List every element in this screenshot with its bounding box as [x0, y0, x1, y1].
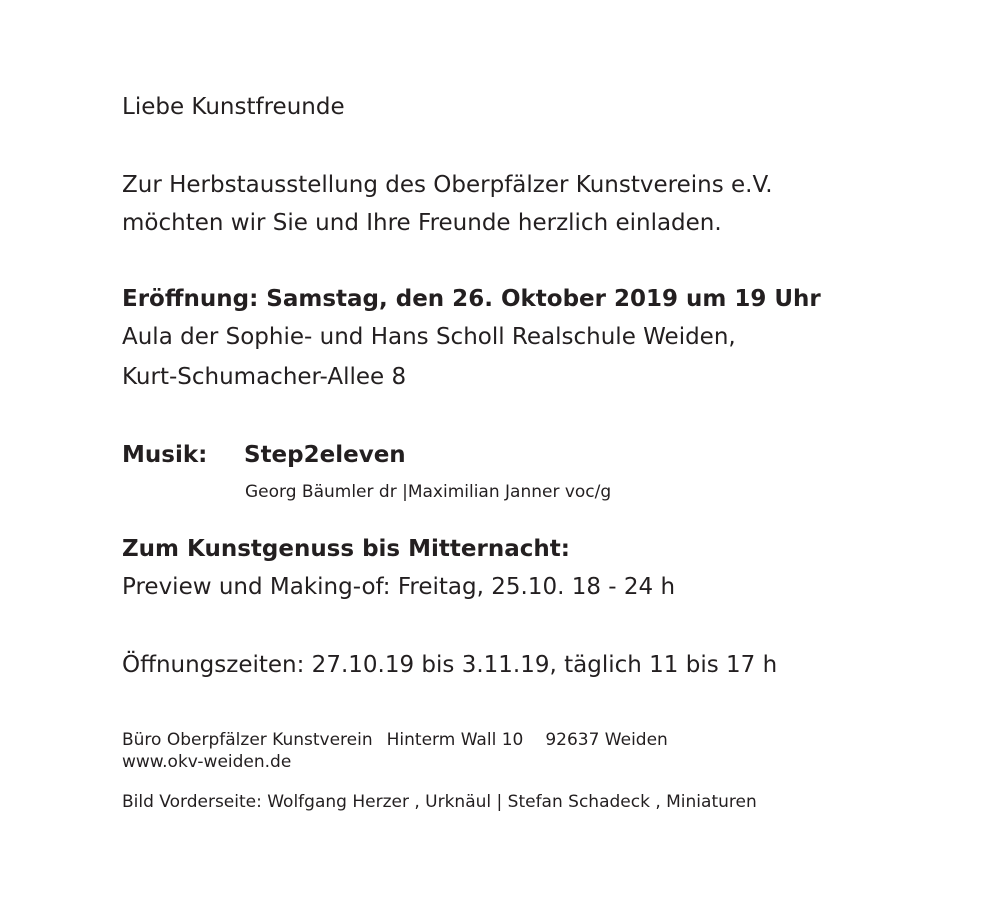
intro-line-1: Zur Herbstausstellung des Oberpfälzer Kunstvereins e.V. — [122, 172, 773, 198]
intro-line-2: möchten wir Sie und Ihre Freunde herzlich einladen. — [122, 210, 722, 236]
office-address: Hinterm Wall 10 — [386, 730, 524, 750]
opening-hours: Öffnungszeiten: 27.10.19 bis 3.11.19, täglich 11 bis 17 h — [122, 652, 778, 678]
office-name: Büro Oberpfälzer Kunstverein — [122, 730, 373, 750]
office-line — [122, 730, 668, 750]
music-label: Musik: — [122, 442, 208, 468]
greeting: Liebe Kunstfreunde — [122, 94, 345, 120]
music-row — [122, 442, 406, 468]
venue-line-2: Kurt-Schumacher-Allee 8 — [122, 364, 407, 390]
art-night-title: Zum Kunstgenuss bis Mitternacht: — [122, 536, 570, 562]
opening-heading: Eröffnung: Samstag, den 26. Oktober 2019 um 19 Uhr — [122, 286, 821, 312]
preview-line: Preview und Making-of: Freitag, 25.10. 18 - 24 h — [122, 574, 676, 600]
venue-line-1: Aula der Sophie- und Hans Scholl Realschule Weiden, — [122, 324, 736, 350]
website-link[interactable]: www.okv-weiden.de — [122, 752, 292, 772]
image-credits: Bild Vorderseite: Wolfgang Herzer , Urknäul | Stefan Schadeck , Miniaturen — [122, 792, 757, 812]
music-members: Georg Bäumler dr |Maximilian Janner voc/g — [245, 482, 612, 502]
office-city: 92637 Weiden — [545, 730, 668, 750]
music-band: Step2eleven — [244, 442, 406, 468]
